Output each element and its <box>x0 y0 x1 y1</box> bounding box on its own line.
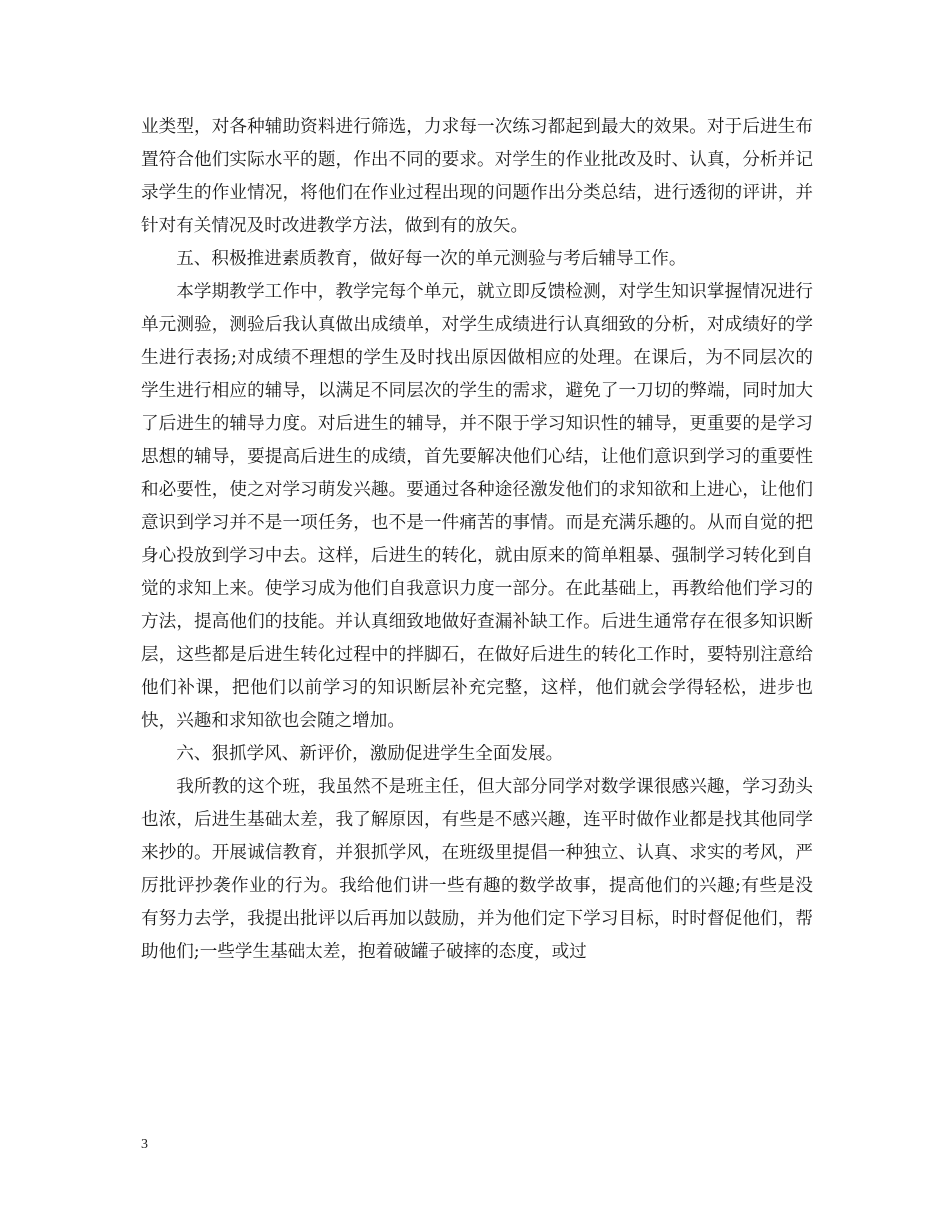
paragraph-unit-tests: 本学期教学工作中，教学完每个单元，就立即反馈检测，对学生知识掌握情况进行单元测验，测验后我认真做出成绩单，对学生成绩进行认真细致的分析，对成绩好的学生进行表扬;对成绩不理想的学生及时找出原因做相应的处理。在课后，为不同层次的学生进行相应的辅导，以满足不同层次的学生的需求，避免了一刀切的弊端，同时加大了后进生的辅导力度。对后进生的辅导，并不限于学习知识性的辅导，更重要的是学习思想的辅导，要提高后进生的成绩，首先要解决他们心结，让他们意识到学习的重要性和必要性，使之对学习萌发兴趣。要通过各种途径激发他们的求知欲和上进心，让他们意识到学习并不是一项任务，也不是一件痛苦的事情。而是充满乐趣的。从而自觉的把身心投放到学习中去。这样，后进生的转化，就由原来的简单粗暴、强制学习转化到自觉的求知上来。使学习成为他们自我意识力度一部分。在此基础上，再教给他们学习的方法，提高他们的技能。并认真细致地做好查漏补缺工作。后进生通常存在很多知识断层，这些都是后进生转化过程中的拌脚石，在做好后进生的转化工作时，要特别注意给他们补课，把他们以前学习的知识断层补充完整，这样，他们就会学得轻松，进步也快，兴趣和求知欲也会随之增加。 <box>141 282 813 731</box>
section-heading-five: 五、积极推进素质教育，做好每一次的单元测验与考后辅导工作。 <box>176 249 687 269</box>
paragraph-study-style: 我所教的这个班，我虽然不是班主任，但大部分同学对数学课很感兴趣，学习劲头也浓，后进生基础太差，我了解原因，有些是不感兴趣，连平时做作业都是找其他同学来抄的。开展诚信教育，并狠抓学风，在班级里提倡一种独立、认真、求实的考风，严厉批评抄袭作业的行为。我给他们讲一些有趣的数学故事，提高他们的兴趣;有些是没有努力去学，我提出批评以后再加以鼓励，并为他们定下学习目标，时时督促他们，帮助他们;一些学生基础太差，抱着破罐子破摔的态度，或过 <box>141 777 813 962</box>
page-number: 3 <box>141 1137 148 1152</box>
section-heading-six: 六、狠抓学风、新评价，激励促进学生全面发展。 <box>176 744 564 764</box>
paragraph-homework-continuation: 业类型，对各种辅助资料进行筛选，力求每一次练习都起到最大的效果。对于后进生布置符合他们实际水平的题，作出不同的要求。对学生的作业批改及时、认真，分析并记录学生的作业情况，将他们在作业过程出现的问题作出分类总结，进行透彻的评讲，并针对有关情况及时改进教学方法，做到有的放矢。 <box>141 117 813 236</box>
document-body <box>141 111 813 969</box>
